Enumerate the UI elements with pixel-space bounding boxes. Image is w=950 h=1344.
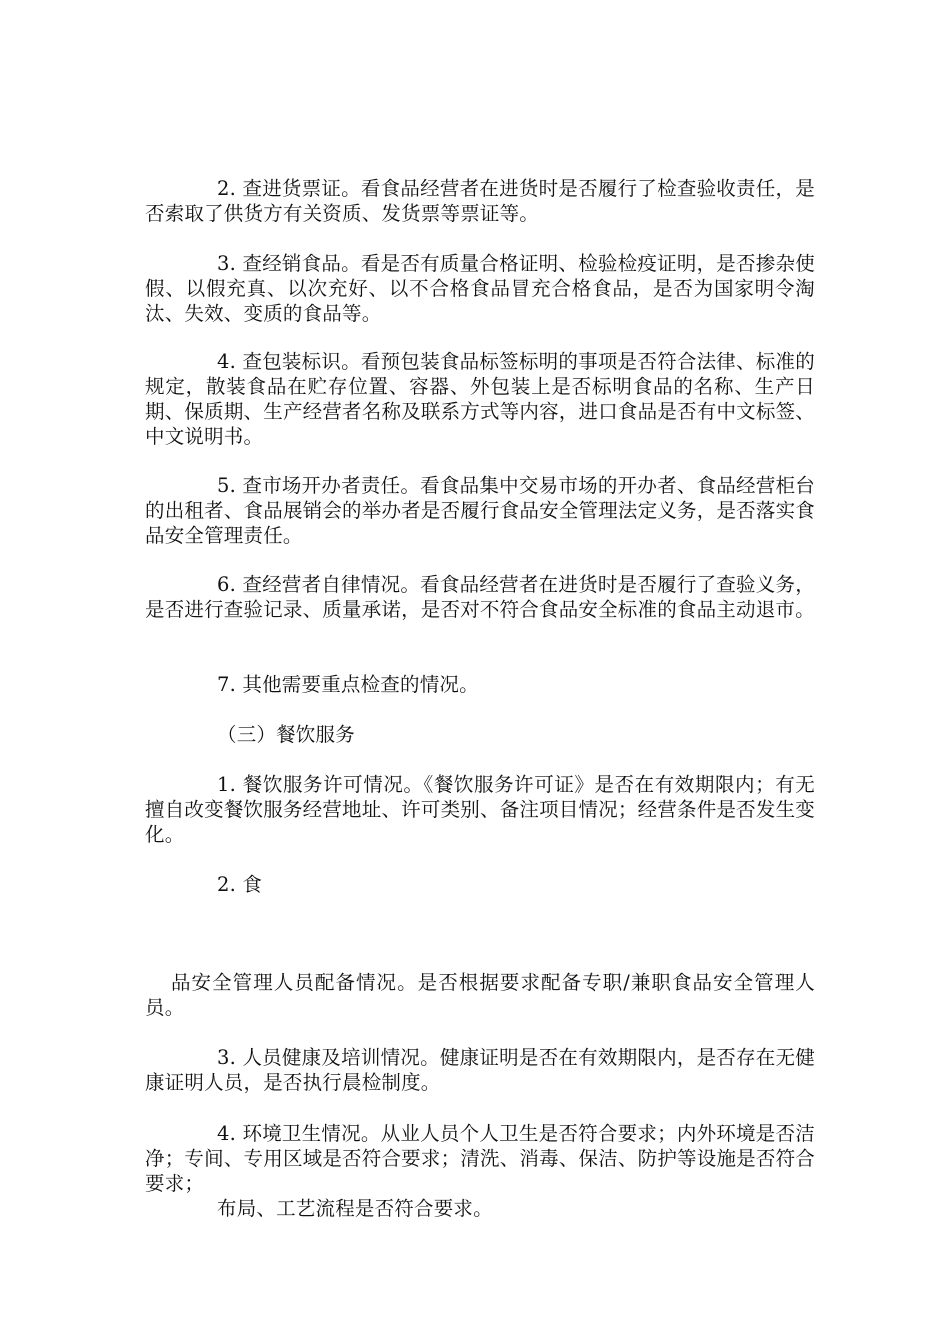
paragraph-catering-license: 1. 餐饮服务许可情况。《餐饮服务许可证》是否在有效期限内；有无擅自改变餐饮服务经营地址、许可类别、备注项目情况；经营条件是否发生变化。 <box>145 773 815 846</box>
paragraph-other-checks: 7. 其他需要重点检查的情况。 <box>217 673 479 696</box>
paragraph-sold-food: 3. 查经销食品。看是否有质量合格证明、检验检疫证明，是否掺杂使假、以假充真、以次充好、以不合格食品冒充合格食品，是否为国家明令淘汰、失效、变质的食品等。 <box>145 252 815 325</box>
paragraph-layout-process: 布局、工艺流程是否符合要求。 <box>217 1197 493 1220</box>
section-heading-catering: （三）餐饮服务 <box>217 723 355 746</box>
paragraph-self-discipline: 6. 查经营者自律情况。看食品经营者在进货时是否履行了查验义务，是否进行查验记录、质量承诺，是否对不符合食品安全标准的食品主动退市。 <box>145 573 815 621</box>
paragraph-purchase-invoices: 2. 查进货票证。看食品经营者在进货时是否履行了检查验收责任，是否索取了供货方有关资质、发货票等票证等。 <box>145 177 815 225</box>
paragraph-market-operator: 5. 查市场开办者责任。看食品集中交易市场的开办者、食品经营柜台的出租者、食品展销会的举办者是否履行食品安全管理法定义务，是否落实食品安全管理责任。 <box>145 474 815 547</box>
paragraph-safety-personnel: 品安全管理人员配备情况。是否根据要求配备专职/兼职食品安全管理人员。 <box>145 971 815 1019</box>
paragraph-environment-hygiene: 4. 环境卫生情况。从业人员个人卫生是否符合要求；内外环境是否洁净；专间、专用区域是否符合要求；清洗、消毒、保洁、防护等设施是否符合要求； <box>145 1122 815 1195</box>
paragraph-food-safety-fragment: 2. 食 <box>217 873 263 896</box>
paragraph-health-training: 3. 人员健康及培训情况。健康证明是否在有效期限内，是否存在无健康证明人员，是否执行晨检制度。 <box>145 1046 815 1094</box>
paragraph-packaging-labels: 4. 查包装标识。看预包装食品标签标明的事项是否符合法律、标准的规定，散装食品在贮存位置、容器、外包装上是否标明食品的名称、生产日期、保质期、生产经营者名称及联系方式等内容，进口食品是否有中文标签、中文说明书。 <box>145 350 815 448</box>
